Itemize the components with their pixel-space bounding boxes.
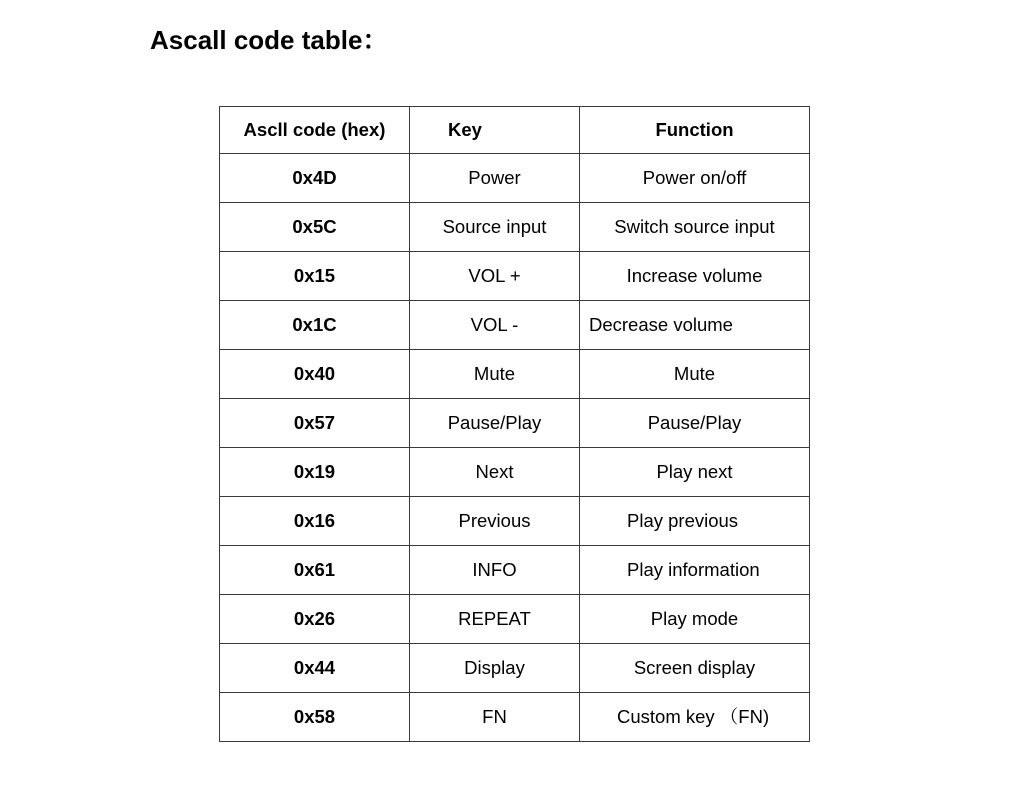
cell-key: VOL - [410,301,580,350]
cell-key: Next [410,448,580,497]
table-row [220,693,810,742]
cell-function: Increase volume [580,252,810,301]
cell-function: Screen display [580,644,810,693]
cell-code: 0x19 [220,448,410,497]
cell-key: Source input [410,203,580,252]
column-header-key: Key [410,107,580,154]
column-header-code: Ascll code (hex) [220,107,410,154]
table-row [220,448,810,497]
cell-code: 0x26 [220,595,410,644]
cell-function: Play information [580,546,810,595]
table-row [220,154,810,203]
table-row [220,497,810,546]
table-header-row [220,107,810,154]
cell-code: 0x15 [220,252,410,301]
cell-function: Power on/off [580,154,810,203]
table-row [220,350,810,399]
cell-function: Decrease volume [580,301,810,350]
cell-key: Display [410,644,580,693]
cell-function: Pause/Play [580,399,810,448]
cell-key: REPEAT [410,595,580,644]
table-row [220,546,810,595]
cell-code: 0x40 [220,350,410,399]
cell-code: 0x44 [220,644,410,693]
cell-key: VOL + [410,252,580,301]
cell-key: INFO [410,546,580,595]
cell-code: 0x1C [220,301,410,350]
cell-code: 0x4D [220,154,410,203]
table-row [220,399,810,448]
page-title: Ascall code table： [150,25,389,55]
table-row [220,595,810,644]
cell-function: Play mode [580,595,810,644]
ascii-code-table [219,106,810,742]
cell-key: FN [410,693,580,742]
cell-key: Power [410,154,580,203]
cell-code: 0x5C [220,203,410,252]
cell-function: Play previous [580,497,810,546]
cell-code: 0x58 [220,693,410,742]
cell-code: 0x16 [220,497,410,546]
cell-key: Pause/Play [410,399,580,448]
cell-function: Switch source input [580,203,810,252]
table-row [220,644,810,693]
cell-function: Play next [580,448,810,497]
cell-function: Mute [580,350,810,399]
table-row [220,252,810,301]
cell-code: 0x57 [220,399,410,448]
cell-key: Previous [410,497,580,546]
table-row [220,301,810,350]
table-row [220,203,810,252]
cell-code: 0x61 [220,546,410,595]
cell-key: Mute [410,350,580,399]
cell-function: Custom key （FN) [580,693,810,742]
column-header-function: Function [580,107,810,154]
table-body [220,154,810,742]
